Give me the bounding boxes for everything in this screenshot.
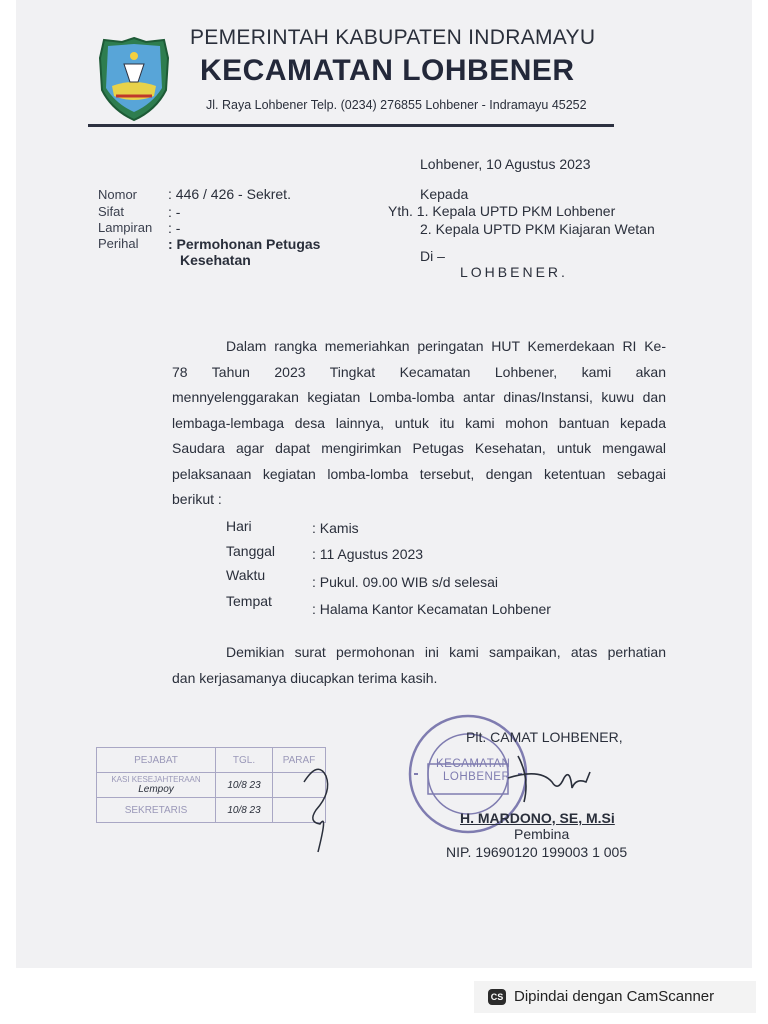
body-line: berikut :: [172, 491, 222, 507]
closing-paragraph: [172, 640, 666, 691]
sifat-label: Sifat: [98, 204, 125, 219]
perihal-value: : Permohonan Petugas: [168, 236, 321, 252]
detail-label-hari: Hari: [226, 518, 252, 534]
closing-line: dan kerjasamanya diucapkan terima kasih.: [172, 669, 438, 686]
body-line: pelaksanaan kegiatan lomba-lomba tersebut, dengan ketentuan sebagai: [172, 465, 666, 482]
approval-stamp-table: [96, 747, 326, 823]
approval-cell-tgl: 10/8 23: [216, 798, 273, 823]
detail-label-tanggal: Tanggal: [226, 543, 276, 559]
perihal-value-cont: Kesehatan: [180, 252, 251, 268]
lampiran-value: : -: [168, 220, 181, 236]
detail-value-waktu: : Pukul. 09.00 WIB s/d selesai: [312, 574, 498, 590]
detail-label-waktu: Waktu: [226, 567, 266, 583]
indramayu-emblem-icon: [94, 34, 174, 124]
recipient-1: Yth. 1. Kepala UPTD PKM Lohbener: [388, 203, 616, 219]
body-line: 78 Tahun 2023 Tingkat Kecamatan Lohbener, kami akan: [172, 363, 666, 380]
seal-text-kecamatan: KECAMATAN: [436, 758, 511, 770]
recipient-place: LOHBENER.: [460, 264, 568, 280]
header-address: Jl. Raya Lohbener Telp. (0234) 276855 Lohbener - Indramayu 45252: [206, 98, 587, 112]
sifat-value: : -: [168, 204, 181, 220]
approval-header-row: [97, 748, 326, 773]
recipient-kepada: Kepada: [420, 186, 469, 202]
approval-row: [97, 798, 326, 823]
approval-cell-pejabat: [97, 773, 216, 798]
header-divider: [88, 124, 614, 127]
approval-cell-tgl: 10/8 23: [216, 773, 273, 798]
recipient-di: Di –: [420, 248, 445, 264]
signatory-name: H. MARDONO, SE, M.Si: [460, 810, 615, 826]
approval-header-tgl: TGL.: [216, 748, 273, 773]
detail-value-hari: : Kamis: [312, 520, 359, 536]
nomor-value: : 446 / 426 - Sekret.: [168, 186, 291, 202]
body-line: Saudara agar dapat mengirimkan Petugas Kesehatan, untuk mengawal: [172, 440, 666, 456]
camscanner-icon: CS: [488, 989, 506, 1005]
nomor-label: Nomor: [98, 187, 138, 202]
paraf-signature-icon: [298, 752, 338, 856]
body-paragraph: [172, 334, 666, 513]
signatory-nip: NIP. 19690120 199003 1 005: [446, 844, 628, 860]
approval-header-paraf: PARAF: [273, 748, 326, 773]
detail-label-tempat: Tempat: [226, 593, 272, 609]
approval-handwritten-note: Lempoy: [138, 784, 174, 795]
body-line: Dalam rangka memeriahkan peringatan HUT Kemerdekaan RI Ke-: [226, 338, 666, 354]
header-kecamatan: KECAMATAN LOHBENER: [200, 54, 575, 87]
perihal-label: Perihal: [98, 236, 139, 251]
detail-value-tanggal: : 11 Agustus 2023: [312, 546, 424, 562]
body-line: lembaga-lembaga desa lainnya, untuk itu kami mohon bantuan kepada: [172, 414, 666, 431]
handwritten-signature-icon: [500, 748, 600, 808]
approval-row: [97, 773, 326, 798]
detail-value-tempat: : Halama Kantor Kecamatan Lohbener: [312, 601, 551, 617]
scanner-label: Dipindai dengan CamScanner: [514, 988, 715, 1005]
lampiran-label: Lampiran: [98, 220, 153, 235]
seal-text-lohbener: LOHBENER: [443, 771, 511, 783]
body-line: mennyelenggarakan kegiatan Lomba-lomba antar dinas/Instansi, kuwu dan: [172, 389, 666, 405]
approval-header-pejabat: PEJABAT: [97, 748, 216, 773]
approval-pejabat-text: KASI KESEJAHTERAAN: [111, 775, 201, 784]
header-government: PEMERINTAH KABUPATEN INDRAMAYU: [190, 26, 596, 49]
approval-cell-pejabat: SEKRETARIS: [97, 798, 216, 823]
signature-title: Plt. CAMAT LOHBENER,: [466, 729, 623, 745]
closing-line: Demikian surat permohonan ini kami sampaikan, atas perhatian: [226, 644, 666, 660]
signatory-rank: Pembina: [514, 826, 570, 842]
recipient-2: 2. Kepala UPTD PKM Kiajaran Wetan: [420, 221, 655, 237]
letter-date: Lohbener, 10 Agustus 2023: [420, 156, 591, 172]
